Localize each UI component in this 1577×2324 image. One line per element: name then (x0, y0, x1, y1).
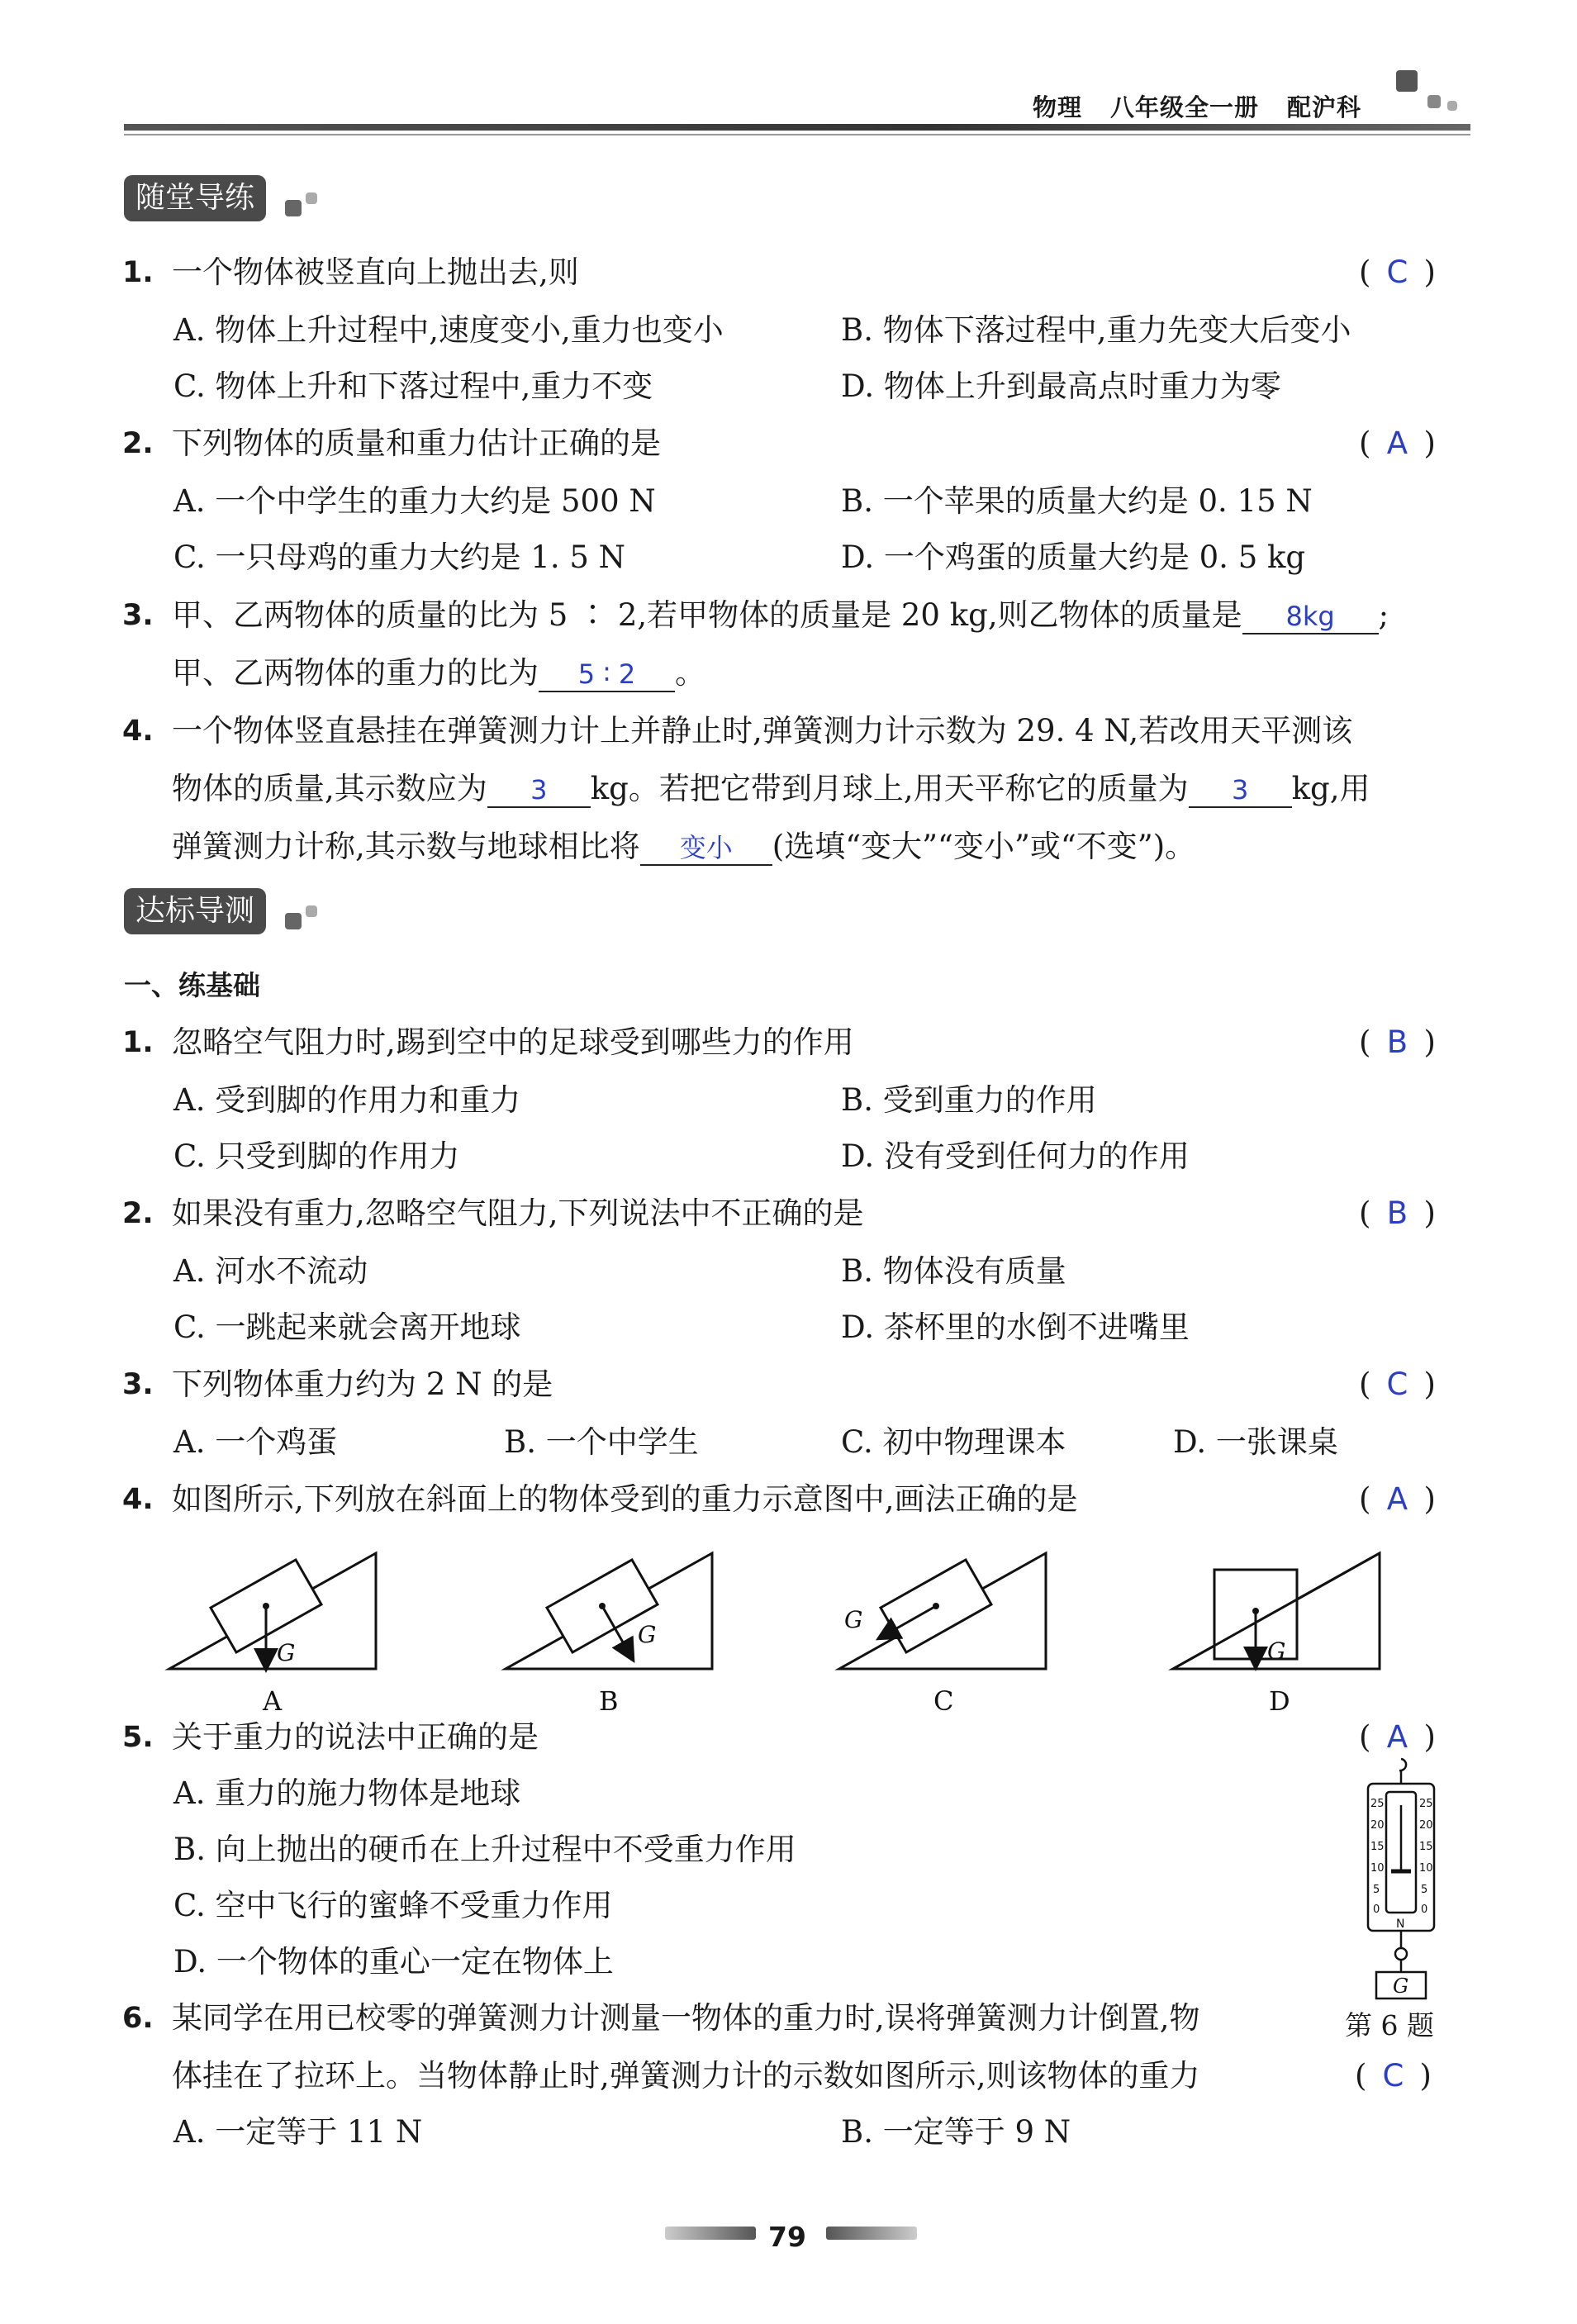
footer-bar-right (826, 2227, 917, 2240)
force-label-c: G (844, 1606, 863, 1633)
question-number: 4. (122, 715, 154, 748)
option-d: D. 没有受到任何力的作用 (841, 1138, 1190, 1174)
page-header (1033, 89, 1389, 123)
option-c: C. 一跳起来就会离开地球 (173, 1309, 521, 1345)
question-number: 1. (122, 256, 154, 289)
option-c: C. 物体上升和下落过程中,重力不变 (173, 368, 653, 404)
scale-tick: 10 (1370, 1862, 1385, 1875)
scale-tick: 0 (1421, 1903, 1428, 1916)
answer-blank: 5 ∶ 2 (539, 658, 675, 692)
option-d: D. 物体上升到最高点时重力为零 (841, 368, 1281, 404)
option-a: A. 受到脚的作用力和重力 (173, 1082, 521, 1118)
answer-blank: 3 (487, 773, 591, 808)
option-b: B. 一定等于 9 N (841, 2114, 1071, 2150)
question-stem: 如果没有重力,忽略空气阻力,下列说法中不正确的是 (172, 1195, 864, 1231)
section-title-1: 随堂导练 (124, 175, 266, 221)
section-square-icon (285, 200, 302, 216)
question-stem: 一个物体被竖直向上抛出去,则 (172, 254, 579, 290)
option-b: B. 物体下落过程中,重力先变大后变小 (841, 312, 1351, 348)
weight-label: G (1393, 1975, 1409, 1998)
spring-scale-figure (1355, 1756, 1454, 2003)
question-stem: 下列物体重力约为 2 N 的是 (172, 1366, 553, 1402)
option-a: A. 一个鸡蛋 (173, 1424, 338, 1460)
header-square-icon (1396, 70, 1418, 92)
option-d: D. 茶杯里的水倒不进嘴里 (841, 1309, 1190, 1345)
answer-paren: ( C ) (1359, 252, 1436, 293)
scale-tick: 5 (1373, 1884, 1380, 1896)
scale-tick: 25 (1419, 1798, 1433, 1810)
center-dot-d (1252, 1608, 1259, 1614)
answer-letter: B (1386, 1024, 1408, 1060)
force-label-d: G (1267, 1637, 1286, 1665)
question-stem: 如图所示,下列放在斜面上的物体受到的重力示意图中,画法正确的是 (172, 1481, 1078, 1517)
answer-blank: 3 (1189, 773, 1292, 808)
option-a: A. 一定等于 11 N (173, 2114, 423, 2150)
section-square-icon (306, 192, 317, 204)
question-number: 3. (122, 1368, 154, 1401)
option-b: B. 物体没有质量 (841, 1253, 1066, 1289)
question-number: 5. (122, 1721, 154, 1754)
answer-letter: C (1386, 1366, 1408, 1402)
scale-tick: 15 (1419, 1841, 1433, 1853)
answer-paren: ( C ) (1359, 1364, 1436, 1405)
question-number: 3. (122, 599, 154, 632)
diagram-label-c: C (933, 1685, 954, 1717)
answer-paren: ( B ) (1359, 1022, 1436, 1063)
question-line: 甲、乙两物体的质量的比为 5 ∶ 2,若甲物体的质量是 20 kg,则乙物体的质量是 8kg ; (172, 597, 1389, 633)
scale-tick: 20 (1370, 1819, 1385, 1832)
question-stem: 忽略空气阻力时,踢到空中的足球受到哪些力的作用 (172, 1024, 854, 1060)
question-line: 弹簧测力计称,其示数与地球相比将 变小 (选填“变大”“变小”或“不变”)。 (172, 829, 1196, 864)
section-title-2: 达标导测 (124, 888, 266, 934)
option-a: A. 一个中学生的重力大约是 500 N (173, 483, 656, 519)
diagram-label-a: A (263, 1685, 283, 1717)
answer-paren: ( A ) (1359, 423, 1436, 464)
answer-letter: A (1386, 425, 1408, 461)
scale-tick: 15 (1370, 1841, 1385, 1853)
question-line: 一个物体竖直悬挂在弹簧测力计上并静止时,弹簧测力计示数为 29. 4 N,若改用天平测该 (172, 713, 1353, 749)
scale-unit: N (1396, 1918, 1405, 1931)
footer-bar-left (665, 2227, 756, 2240)
question-stem: 下列物体的质量和重力估计正确的是 (172, 425, 661, 461)
option-c: C. 一只母鸡的重力大约是 1. 5 N (173, 539, 626, 575)
answer-letter: A (1386, 1481, 1408, 1517)
answer-letter: C (1382, 2058, 1404, 2094)
center-dot-b (599, 1603, 606, 1609)
question-number: 2. (122, 1197, 154, 1230)
header-edition: 配沪科 (1287, 93, 1362, 121)
header-square-icon (1427, 95, 1441, 108)
scale-tick: 20 (1419, 1819, 1433, 1832)
answer-paren: ( A ) (1359, 1717, 1436, 1758)
option-a: A. 河水不流动 (173, 1253, 368, 1289)
diagram-c (839, 1553, 1046, 1669)
answer-letter: A (1386, 1719, 1408, 1755)
section-square-icon (285, 913, 302, 929)
page-number: 79 (768, 2221, 806, 2253)
option-a: A. 物体上升过程中,速度变小,重力也变小 (173, 312, 724, 348)
option-c: C. 初中物理课本 (841, 1424, 1066, 1460)
section-square-icon (306, 905, 317, 917)
question-number: 4. (122, 1483, 154, 1516)
question-number: 6. (122, 2002, 154, 2035)
header-rule (124, 124, 1470, 131)
option-b: B. 受到重力的作用 (841, 1082, 1097, 1118)
option-b: B. 向上抛出的硬币在上升过程中不受重力作用 (173, 1832, 796, 1867)
diagram-b (506, 1553, 712, 1669)
center-dot-a (263, 1603, 269, 1609)
answer-paren: ( C ) (1355, 2055, 1432, 2097)
scale-tick: 5 (1421, 1884, 1428, 1896)
force-label-b: G (638, 1621, 657, 1648)
diagram-label-d: D (1269, 1685, 1290, 1717)
option-d: D. 一个鸡蛋的质量大约是 0. 5 kg (841, 539, 1306, 575)
option-c: C. 空中飞行的蜜蜂不受重力作用 (173, 1888, 613, 1923)
scale-tick: 10 (1419, 1862, 1433, 1875)
force-label-a: G (277, 1639, 296, 1666)
answer-letter: B (1386, 1195, 1408, 1231)
header-rule-thin (124, 134, 1470, 135)
question-line: 某同学在用已校零的弹簧测力计测量一物体的重力时,误将弹簧测力计倒置,物 (172, 2000, 1200, 2036)
answer-blank: 变小 (640, 831, 772, 866)
figure-caption: 第 6 题 (1345, 2009, 1434, 2041)
header-subject: 物理 (1033, 93, 1083, 121)
question-line: 甲、乙两物体的重力的比为 5 ∶ 2 。 (172, 655, 705, 691)
option-d: D. 一张课桌 (1173, 1424, 1338, 1460)
option-c: C. 只受到脚的作用力 (173, 1138, 460, 1174)
header-grade: 八年级全一册 (1110, 93, 1260, 121)
scale-tick: 0 (1373, 1903, 1380, 1916)
diagram-a (169, 1553, 376, 1669)
option-d: D. 一个物体的重心一定在物体上 (173, 1944, 614, 1979)
subsection-title: 一、练基础 (124, 969, 260, 1001)
diagram-label-b: B (599, 1685, 619, 1717)
option-b: B. 一个苹果的质量大约是 0. 15 N (841, 483, 1313, 519)
question-number: 2. (122, 427, 154, 460)
answer-paren: ( B ) (1359, 1193, 1436, 1234)
question-stem: 关于重力的说法中正确的是 (172, 1719, 539, 1755)
answer-letter: C (1386, 254, 1408, 290)
incline-diagrams (157, 1537, 1413, 1718)
question-number: 1. (122, 1026, 154, 1059)
option-a: A. 重力的施力物体是地球 (173, 1775, 521, 1811)
scale-tick: 25 (1370, 1798, 1385, 1810)
question-line: 物体的质量,其示数应为 3 kg。若把它带到月球上,用天平称它的质量为 3 kg,用 (172, 771, 1370, 806)
answer-paren: ( A ) (1359, 1479, 1436, 1520)
center-dot-c (933, 1603, 939, 1609)
answer-blank: 8kg (1242, 600, 1379, 634)
option-b: B. 一个中学生 (504, 1424, 699, 1460)
question-line: 体挂在了拉环上。当物体静止时,弹簧测力计的示数如图所示,则该物体的重力 (172, 2058, 1200, 2094)
header-square-icon (1447, 101, 1457, 111)
